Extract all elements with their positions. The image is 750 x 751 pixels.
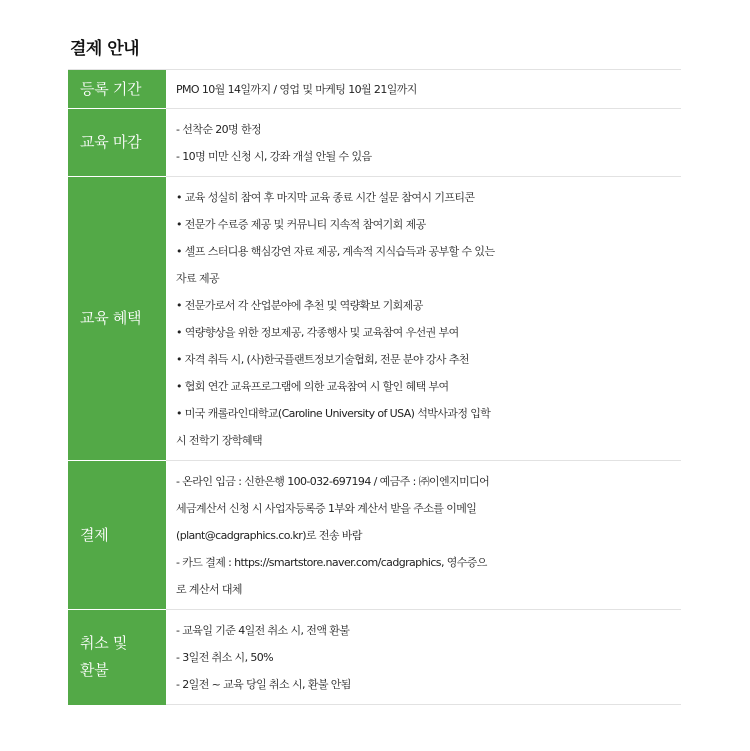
- row-content-payment: [166, 461, 681, 610]
- content-line: 로 계산서 대체: [176, 583, 242, 596]
- section-title: 결제 안내: [70, 39, 140, 59]
- table-row-payment: [68, 461, 681, 610]
- content-line: • 전문가로서 각 산업분야에 추천 및 역량확보 기회제공: [176, 299, 423, 312]
- content-line: • 교육 성실히 참여 후 마지막 교육 종료 시간 설문 참여시 기프티콘: [176, 191, 475, 204]
- row-label-registration-period: 등록 기간: [68, 70, 166, 109]
- content-line: (plant@cadgraphics.co.kr)로 전송 바람: [176, 529, 362, 542]
- content-line: PMO 10월 14일까지 / 영업 및 마케팅 10월 21일까지: [176, 82, 417, 96]
- content-line: - 카드 결제 : https://smartstore.naver.com/cadgraphics, 영수증으: [176, 556, 487, 569]
- row-content-cancellation-refund: [166, 610, 681, 705]
- content-line: 세금계산서 신청 시 사업자등록증 1부와 계산서 받을 주소를 이메일: [176, 502, 477, 515]
- row-label-payment: 결제: [68, 461, 166, 610]
- content-line: - 10명 미만 신청 시, 강좌 개설 안될 수 있음: [176, 150, 372, 163]
- content-line: • 전문가 수료증 제공 및 커뮤니티 지속적 참여기회 제공: [176, 218, 426, 231]
- table-row-registration-period: [68, 70, 681, 109]
- content-line: - 2일전 ~ 교육 당일 취소 시, 환불 안됨: [176, 678, 351, 691]
- row-label-education-benefits: 교육 혜택: [68, 177, 166, 461]
- row-content-education-benefits: [166, 177, 681, 461]
- table-row-enrollment-deadline: [68, 109, 681, 177]
- row-content-enrollment-deadline: [166, 109, 681, 177]
- content-line: • 미국 캐롤라인대학교(Caroline University of USA) 석박사과정 입학: [176, 407, 491, 420]
- content-line: • 역량향상을 위한 정보제공, 각종행사 및 교육참여 우선권 부여: [176, 326, 459, 339]
- content-line: • 자격 취득 시, (사)한국플랜트정보기술협회, 전문 분야 강사 추천: [176, 353, 469, 366]
- content-line: - 교육일 기준 4일전 취소 시, 전액 환불: [176, 624, 350, 637]
- content-line: - 온라인 입금 : 신한은행 100-032-697194 / 예금주 : ㈜이엔지미디어: [176, 475, 490, 488]
- row-label-cancellation-refund: 취소 및 환불: [68, 610, 166, 705]
- payment-info-table: [68, 69, 681, 705]
- table-row-cancellation-refund: [68, 610, 681, 705]
- content-line: • 셀프 스터디용 핵심강연 자료 제공, 계속적 지식습득과 공부할 수 있는: [176, 245, 495, 258]
- table-row-education-benefits: [68, 177, 681, 461]
- row-content-registration-period: [166, 70, 681, 109]
- content-line: 시 전학기 장학혜택: [176, 434, 263, 447]
- content-line: 자료 제공: [176, 272, 220, 285]
- content-line: - 선착순 20명 한정: [176, 123, 262, 136]
- row-label-enrollment-deadline: 교육 마감: [68, 109, 166, 177]
- content-line: • 협회 연간 교육프로그램에 의한 교육참여 시 할인 혜택 부여: [176, 380, 449, 393]
- content-line: - 3일전 취소 시, 50%: [176, 651, 274, 664]
